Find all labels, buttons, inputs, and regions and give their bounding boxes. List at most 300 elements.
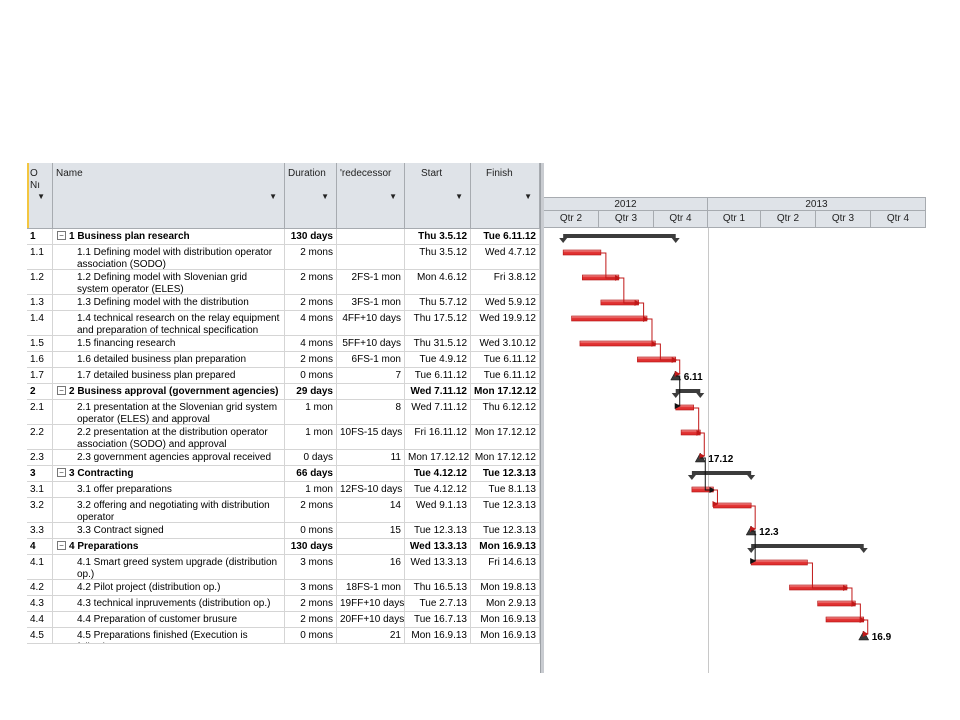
- task-predecessor-text: 11: [390, 452, 401, 463]
- task-finish-text: Tue 6.11.12: [483, 231, 536, 242]
- timescale-quarter: Qtr 3: [816, 211, 871, 228]
- chevron-down-icon[interactable]: ▼: [389, 192, 397, 201]
- task-finish-cell[interactable]: [471, 555, 540, 579]
- task-name-text: 1.5 financing research: [77, 338, 176, 349]
- task-duration-text: 2 mons: [300, 614, 333, 625]
- task-predecessor-text: 3FS-1 mon: [351, 297, 401, 308]
- milestone-date-label: 12.3: [759, 527, 779, 538]
- task-id-cell[interactable]: [27, 482, 53, 497]
- task-finish-cell[interactable]: [471, 352, 540, 367]
- task-id-text: 3.1: [30, 484, 44, 495]
- task-duration-cell[interactable]: [285, 311, 337, 335]
- dependency-link: [807, 563, 848, 588]
- task-predecessor-text: 12FS-10 days: [340, 484, 403, 495]
- summary-bar-end-cap: [696, 393, 704, 398]
- task-start-text: Tue 4.12.12: [413, 468, 467, 479]
- task-duration-cell[interactable]: [285, 425, 337, 449]
- task-predecessor-text: 5FF+10 days: [342, 338, 401, 349]
- task-id-cell[interactable]: [27, 596, 53, 611]
- col-header-start-label: Start: [421, 168, 443, 179]
- task-id-text: 2.1: [30, 402, 44, 413]
- task-predecessor-cell[interactable]: [337, 229, 405, 244]
- task-duration-text: 4 mons: [300, 313, 333, 324]
- task-name-text: 1.4 technical research on the relay equipment and preparation of technical specification: [77, 313, 280, 335]
- task-name-cell[interactable]: [53, 498, 285, 522]
- task-finish-text: Tue 8.1.13: [488, 484, 536, 495]
- task-name-cell[interactable]: [53, 245, 285, 269]
- col-header-duration-label: Duration: [288, 168, 326, 179]
- task-start-text: Wed 13.3.13: [410, 557, 467, 568]
- collapse-icon[interactable]: −: [57, 386, 66, 395]
- task-finish-text: Tue 12.3.13: [482, 500, 536, 511]
- task-name-cell[interactable]: [53, 270, 285, 294]
- task-bar: [563, 250, 601, 255]
- task-predecessor-text: 8: [395, 402, 401, 413]
- task-predecessor-cell[interactable]: [337, 425, 405, 449]
- task-finish-text: Tue 12.3.13: [482, 525, 536, 536]
- task-finish-text: Fri 3.8.12: [493, 272, 536, 283]
- task-predecessor-text: 6FS-1 mon: [351, 354, 401, 365]
- task-name-cell[interactable]: [53, 628, 285, 643]
- task-bar: [572, 316, 647, 321]
- task-id-cell[interactable]: [27, 425, 53, 449]
- task-predecessor-text: 10FS-15 days: [340, 427, 403, 438]
- task-predecessor-cell[interactable]: [337, 245, 405, 269]
- gantt-bars-canvas: [544, 163, 926, 673]
- task-name-cell[interactable]: [53, 229, 285, 244]
- task-finish-text: Thu 6.12.12: [482, 402, 536, 413]
- collapse-icon[interactable]: −: [57, 541, 66, 550]
- task-name-cell[interactable]: [53, 450, 285, 465]
- task-start-text: Wed 13.3.13: [409, 541, 467, 552]
- task-id-cell[interactable]: [27, 400, 53, 424]
- task-name-cell[interactable]: [53, 555, 285, 579]
- task-start-cell[interactable]: [405, 628, 471, 643]
- task-row[interactable]: [27, 311, 540, 336]
- task-finish-cell[interactable]: [471, 466, 540, 481]
- task-start-cell[interactable]: [405, 466, 471, 481]
- task-duration-text: 2 mons: [300, 598, 333, 609]
- task-start-text: Tue 2.7.13: [419, 598, 467, 609]
- col-header-indicator-label: O Nı: [30, 168, 40, 191]
- summary-bar-start-cap: [559, 238, 567, 243]
- task-finish-text: Mon 17.12.12: [474, 386, 537, 397]
- task-id-cell[interactable]: [27, 628, 53, 643]
- task-name-cell[interactable]: [53, 425, 285, 449]
- task-name-text: 2.3 government agencies approval received: [77, 452, 272, 463]
- task-id-text: 1.6: [30, 354, 44, 365]
- task-row[interactable]: [27, 580, 540, 596]
- timescale-quarter: Qtr 4: [654, 211, 708, 228]
- task-id-cell[interactable]: [27, 580, 53, 595]
- milestone-date-label: 16.9: [871, 632, 892, 643]
- task-duration-text: 0 mons: [300, 630, 333, 641]
- task-finish-cell[interactable]: [471, 229, 540, 244]
- task-predecessor-cell[interactable]: [337, 482, 405, 497]
- summary-task-row[interactable]: [27, 229, 540, 245]
- task-bar: [751, 560, 807, 565]
- task-start-text: Wed 9.1.13: [416, 500, 467, 511]
- task-finish-text: Mon 16.9.13: [480, 630, 536, 641]
- task-predecessor-cell[interactable]: [337, 580, 405, 595]
- task-id-cell[interactable]: [27, 466, 53, 481]
- timescale-quarter: Qtr 1: [708, 211, 761, 228]
- dependency-link: [647, 319, 656, 344]
- task-duration-cell[interactable]: [285, 523, 337, 538]
- task-duration-cell[interactable]: [285, 482, 337, 497]
- task-row[interactable]: [27, 368, 540, 384]
- task-row[interactable]: [27, 336, 540, 352]
- task-start-cell[interactable]: [405, 425, 471, 449]
- task-start-cell[interactable]: [405, 384, 471, 399]
- task-id-cell[interactable]: [27, 523, 53, 538]
- task-id-text: 2.2: [30, 427, 44, 438]
- task-finish-cell[interactable]: [471, 482, 540, 497]
- task-name-cell[interactable]: [53, 580, 285, 595]
- summary-bar: [563, 234, 676, 238]
- task-duration-cell[interactable]: [285, 580, 337, 595]
- task-duration-cell[interactable]: [285, 384, 337, 399]
- col-header-finish[interactable]: [471, 163, 540, 228]
- col-header-duration[interactable]: [285, 163, 337, 228]
- chevron-down-icon[interactable]: ▼: [321, 192, 329, 201]
- task-name-cell[interactable]: [53, 539, 285, 554]
- task-row[interactable]: [27, 482, 540, 498]
- task-finish-cell[interactable]: [471, 245, 540, 269]
- task-predecessor-cell[interactable]: [337, 352, 405, 367]
- task-row[interactable]: [27, 352, 540, 368]
- task-duration-cell[interactable]: [285, 612, 337, 627]
- task-row[interactable]: [27, 400, 540, 425]
- task-start-cell[interactable]: [405, 400, 471, 424]
- summary-bar: [751, 544, 864, 548]
- task-name-text: 3.2 offering and negotiating with distribution operator: [77, 500, 270, 522]
- task-start-cell[interactable]: [405, 245, 471, 269]
- task-start-cell[interactable]: [405, 311, 471, 335]
- task-start-cell[interactable]: [405, 229, 471, 244]
- collapse-icon[interactable]: −: [57, 231, 66, 240]
- task-id-text: 4.4: [30, 614, 44, 625]
- chevron-down-icon[interactable]: ▼: [524, 192, 532, 201]
- task-duration-cell[interactable]: [285, 555, 337, 579]
- task-finish-text: Mon 2.9.13: [485, 598, 536, 609]
- task-start-cell[interactable]: [405, 336, 471, 351]
- task-duration-cell[interactable]: [285, 336, 337, 351]
- col-header-name-label: Name: [56, 168, 83, 179]
- task-start-text: Tue 12.3.13: [413, 525, 467, 536]
- task-name-cell[interactable]: [53, 612, 285, 627]
- task-duration-text: 1 mon: [305, 427, 333, 438]
- task-finish-cell[interactable]: [471, 384, 540, 399]
- task-name-text: 4.2 Pilot project (distribution op.): [77, 582, 221, 593]
- task-duration-text: 66 days: [296, 468, 333, 479]
- task-id-cell[interactable]: [27, 450, 53, 465]
- summary-bar-end-cap: [860, 548, 868, 553]
- task-id-text: 3: [30, 468, 36, 479]
- task-duration-cell[interactable]: [285, 539, 337, 554]
- task-start-text: Tue 6.11.12: [414, 370, 467, 381]
- task-name-text: 1.3 Defining model with the distribution: [77, 297, 249, 308]
- task-finish-text: Fri 14.6.13: [488, 557, 536, 568]
- task-duration-cell[interactable]: [285, 295, 337, 310]
- task-start-cell[interactable]: [405, 352, 471, 367]
- task-name-text: 1.1 Defining model with distribution operator association (SODO): [77, 247, 273, 269]
- task-predecessor-cell[interactable]: [337, 628, 405, 643]
- task-row[interactable]: [27, 555, 540, 580]
- task-bar: [713, 503, 751, 508]
- task-row[interactable]: [27, 498, 540, 523]
- task-duration-cell[interactable]: [285, 628, 337, 643]
- dependency-link: [694, 408, 702, 433]
- task-start-cell[interactable]: [405, 368, 471, 383]
- task-duration-cell[interactable]: [285, 498, 337, 522]
- task-finish-cell[interactable]: [471, 425, 540, 449]
- task-duration-text: 2 mons: [300, 272, 333, 283]
- task-duration-cell[interactable]: [285, 352, 337, 367]
- task-start-text: Wed 7.11.12: [410, 386, 467, 397]
- task-duration-cell[interactable]: [285, 270, 337, 294]
- task-finish-cell[interactable]: [471, 368, 540, 383]
- task-row[interactable]: [27, 450, 540, 466]
- task-predecessor-cell[interactable]: [337, 336, 405, 351]
- task-start-text: Tue 4.12.12: [413, 484, 467, 495]
- task-name-cell[interactable]: [53, 368, 285, 383]
- task-name-cell[interactable]: [53, 400, 285, 424]
- timescale-quarter: Qtr 2: [761, 211, 816, 228]
- task-predecessor-cell[interactable]: [337, 400, 405, 424]
- task-finish-cell[interactable]: [471, 596, 540, 611]
- gantt-chart: [544, 163, 926, 673]
- task-name-cell[interactable]: [53, 523, 285, 538]
- task-duration-text: 4 mons: [300, 338, 333, 349]
- task-finish-cell[interactable]: [471, 311, 540, 335]
- timescale-year-2013: 2013: [708, 198, 926, 211]
- col-header-predecessor-label: 'redecessor: [340, 168, 392, 179]
- timescale-quarter: Qtr 2: [544, 211, 599, 228]
- task-id-cell[interactable]: [27, 311, 53, 335]
- task-start-cell[interactable]: [405, 450, 471, 465]
- task-id-cell[interactable]: [27, 612, 53, 627]
- task-row[interactable]: [27, 596, 540, 612]
- task-predecessor-cell[interactable]: [337, 384, 405, 399]
- task-finish-cell[interactable]: [471, 270, 540, 294]
- task-duration-text: 0 mons: [300, 525, 333, 536]
- task-finish-cell[interactable]: [471, 523, 540, 538]
- task-start-cell[interactable]: [405, 482, 471, 497]
- task-id-text: 1.5: [30, 338, 44, 349]
- task-row[interactable]: [27, 425, 540, 450]
- task-duration-text: 130 days: [290, 231, 333, 242]
- task-start-cell[interactable]: [405, 295, 471, 310]
- task-predecessor-text: 20FF+10 days: [340, 614, 405, 625]
- col-header-indicator[interactable]: [27, 163, 53, 228]
- task-name-text: 4.3 technical inpruvements (distribution op.): [77, 598, 271, 609]
- summary-bar: [692, 471, 751, 475]
- task-id-cell[interactable]: [27, 368, 53, 383]
- timescale-year-2012: 2012: [544, 198, 708, 211]
- task-start-cell[interactable]: [405, 539, 471, 554]
- task-name-cell[interactable]: [53, 311, 285, 335]
- task-name-cell[interactable]: [53, 466, 285, 481]
- task-predecessor-cell[interactable]: [337, 270, 405, 294]
- summary-task-row[interactable]: [27, 539, 540, 555]
- col-header-start[interactable]: [405, 163, 471, 228]
- task-id-cell[interactable]: [27, 384, 53, 399]
- task-predecessor-cell[interactable]: [337, 498, 405, 522]
- task-id-text: 4.1: [30, 557, 44, 568]
- task-start-text: Thu 17.5.12: [413, 313, 467, 324]
- task-start-text: Fri 16.11.12: [414, 427, 467, 438]
- task-duration-cell[interactable]: [285, 466, 337, 481]
- task-id-cell[interactable]: [27, 498, 53, 522]
- task-name-cell[interactable]: [53, 336, 285, 351]
- task-id-text: 1: [30, 231, 36, 242]
- task-id-text: 4.3: [30, 598, 44, 609]
- task-finish-text: Wed 4.7.12: [485, 247, 536, 258]
- task-row[interactable]: [27, 523, 540, 539]
- task-predecessor-cell[interactable]: [337, 539, 405, 554]
- task-id-text: 4.2: [30, 582, 44, 593]
- task-start-cell[interactable]: [405, 498, 471, 522]
- chevron-down-icon[interactable]: ▼: [37, 192, 45, 201]
- task-start-text: Tue 16.7.13: [413, 614, 467, 625]
- task-id-cell[interactable]: [27, 270, 53, 294]
- task-start-cell[interactable]: [405, 612, 471, 627]
- task-name-cell[interactable]: [53, 352, 285, 367]
- task-finish-text: Tue 6.11.12: [483, 354, 536, 365]
- dependency-link: [713, 490, 717, 504]
- task-finish-cell[interactable]: [471, 400, 540, 424]
- task-predecessor-text: 14: [389, 500, 401, 511]
- task-duration-text: 0 days: [303, 452, 333, 463]
- col-header-name[interactable]: [53, 163, 285, 228]
- task-duration-cell[interactable]: [285, 450, 337, 465]
- summary-bar-start-cap: [672, 393, 680, 398]
- task-name-cell[interactable]: [53, 482, 285, 497]
- summary-task-row[interactable]: [27, 466, 540, 482]
- task-name-cell[interactable]: [53, 596, 285, 611]
- task-finish-cell[interactable]: [471, 628, 540, 643]
- task-duration-cell[interactable]: [285, 596, 337, 611]
- task-id-cell[interactable]: [27, 352, 53, 367]
- task-predecessor-cell[interactable]: [337, 596, 405, 611]
- col-header-predecessor[interactable]: [337, 163, 405, 228]
- task-name-text: 4 Preparations: [69, 541, 139, 552]
- task-id-text: 1.2: [30, 272, 44, 283]
- chevron-down-icon[interactable]: ▼: [455, 192, 463, 201]
- task-duration-cell[interactable]: [285, 368, 337, 383]
- task-predecessor-cell[interactable]: [337, 612, 405, 627]
- collapse-icon[interactable]: −: [57, 468, 66, 477]
- task-finish-cell[interactable]: [471, 612, 540, 627]
- task-id-cell[interactable]: [27, 245, 53, 269]
- timescale-quarter: Qtr 3: [599, 211, 654, 228]
- task-predecessor-text: 19FF+10 days: [340, 598, 405, 609]
- task-id-text: 2: [30, 386, 36, 397]
- summary-bar-end-cap: [672, 238, 680, 243]
- summary-task-row[interactable]: [27, 384, 540, 400]
- task-bar: [580, 341, 655, 346]
- task-finish-cell[interactable]: [471, 539, 540, 554]
- chevron-down-icon[interactable]: ▼: [269, 192, 277, 201]
- task-duration-cell[interactable]: [285, 229, 337, 244]
- task-start-text: Thu 31.5.12: [413, 338, 467, 349]
- task-duration-cell[interactable]: [285, 245, 337, 269]
- summary-bar-start-cap: [688, 475, 696, 480]
- task-name-text: 3.3 Contract signed: [77, 525, 164, 536]
- task-name-text: 4.4 Preparation of customer brusure: [77, 614, 238, 625]
- task-name-text: 2.1 presentation at the Slovenian grid system operator (ELES) and approval: [77, 402, 278, 424]
- summary-bar-start-cap: [747, 548, 755, 553]
- col-header-finish-label: Finish: [486, 168, 513, 179]
- task-id-cell[interactable]: [27, 555, 53, 579]
- task-predecessor-text: 7: [395, 370, 401, 381]
- task-predecessor-cell[interactable]: [337, 555, 405, 579]
- task-start-text: Tue 4.9.12: [419, 354, 467, 365]
- milestone-date-label: 17.12: [708, 454, 734, 465]
- task-finish-cell[interactable]: [471, 295, 540, 310]
- task-name-cell[interactable]: [53, 384, 285, 399]
- dependency-link: [751, 506, 755, 529]
- task-name-cell[interactable]: [53, 295, 285, 310]
- task-duration-text: 3 mons: [300, 582, 333, 593]
- task-bar: [676, 405, 694, 410]
- task-finish-text: Mon 16.9.13: [479, 541, 536, 552]
- task-duration-text: 29 days: [296, 386, 333, 397]
- task-predecessor-cell[interactable]: [337, 466, 405, 481]
- task-finish-cell[interactable]: [471, 336, 540, 351]
- task-row[interactable]: [27, 628, 540, 644]
- task-row[interactable]: [27, 270, 540, 295]
- task-id-cell[interactable]: [27, 229, 53, 244]
- task-name-text: 2.2 presentation at the distribution operator association (SODO) and approval: [77, 427, 268, 449]
- task-name-text: 2 Business approval (government agencies): [69, 386, 279, 397]
- task-start-text: Thu 3.5.12: [418, 231, 467, 242]
- task-finish-text: Mon 17.12.12: [474, 427, 536, 438]
- task-predecessor-text: 4FF+10 days: [342, 313, 401, 324]
- task-id-cell[interactable]: [27, 295, 53, 310]
- task-predecessor-cell[interactable]: [337, 450, 405, 465]
- task-predecessor-cell[interactable]: [337, 523, 405, 538]
- column-header-row: [27, 163, 540, 229]
- task-row[interactable]: [27, 245, 540, 270]
- task-start-cell[interactable]: [405, 523, 471, 538]
- task-predecessor-cell[interactable]: [337, 295, 405, 310]
- task-start-text: Mon 4.6.12: [416, 272, 467, 283]
- task-finish-cell[interactable]: [471, 450, 540, 465]
- task-start-cell[interactable]: [405, 596, 471, 611]
- task-row[interactable]: [27, 612, 540, 628]
- task-finish-cell[interactable]: [471, 580, 540, 595]
- task-finish-cell[interactable]: [471, 498, 540, 522]
- task-finish-text: Wed 3.10.12: [479, 338, 536, 349]
- task-row[interactable]: [27, 295, 540, 311]
- task-predecessor-cell[interactable]: [337, 311, 405, 335]
- task-id-text: 4.5: [30, 630, 44, 641]
- task-duration-cell[interactable]: [285, 400, 337, 424]
- task-id-cell[interactable]: [27, 336, 53, 351]
- task-start-cell[interactable]: [405, 270, 471, 294]
- task-predecessor-cell[interactable]: [337, 368, 405, 383]
- task-start-cell[interactable]: [405, 580, 471, 595]
- task-start-cell[interactable]: [405, 555, 471, 579]
- task-id-cell[interactable]: [27, 539, 53, 554]
- task-predecessor-text: 21: [389, 630, 401, 641]
- task-bar: [818, 601, 856, 606]
- task-id-text: 1.3: [30, 297, 44, 308]
- summary-bar-end-cap: [747, 475, 755, 480]
- task-id-text: 1.7: [30, 370, 44, 381]
